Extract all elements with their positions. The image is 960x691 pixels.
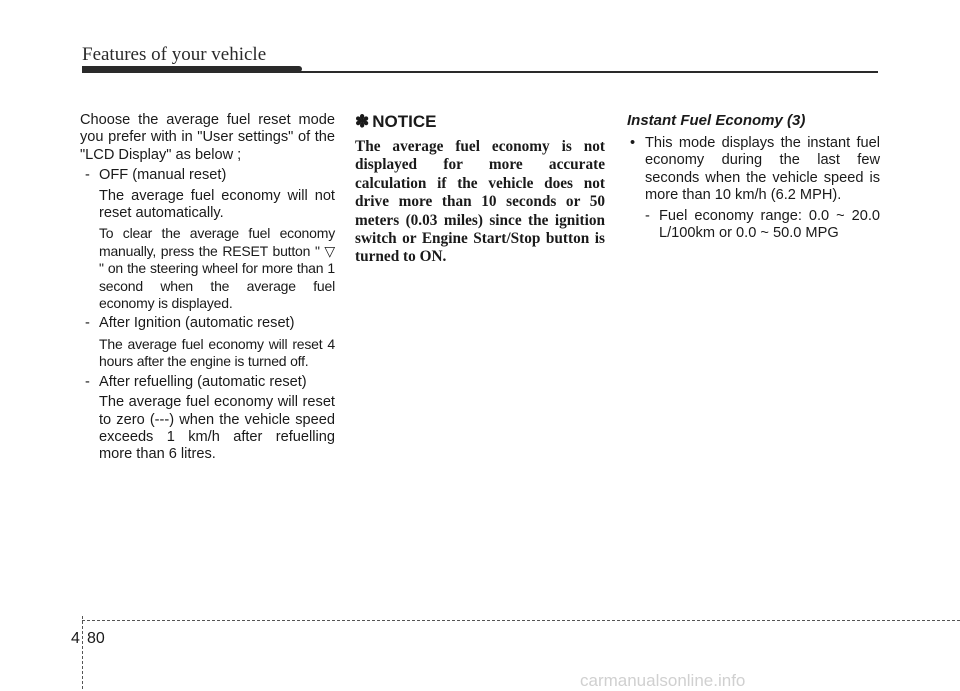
bullet-text: This mode displays the instant fuel economy during the last few seconds when the vehicle speed is more than 10 km/h (6.2 MPH). [645,135,880,204]
notice-star-icon: ✽ [355,112,370,131]
list-item-label: After Ignition (automatic reset) [99,315,295,332]
sub-item [645,208,880,243]
column-middle [355,112,605,267]
header-rule [82,71,878,73]
list-item-after-refuelling [85,374,335,391]
dash-marker: - [645,207,650,224]
page-header-title: Features of your vehicle [82,44,267,65]
item-description: To clear the average fuel economy manually, press the RESET button " ▽ " on the steering wheel for more than 1 second when the average fuel economy is displayed. [99,225,335,312]
notice-title: NOTICE [372,112,437,131]
list-item-after-ignition [85,315,335,332]
page-number: 80 [87,630,105,647]
dash-marker: - [85,167,90,184]
section-title: Instant Fuel Economy (3) [627,112,806,129]
footer-divider-horizontal [82,620,960,621]
item-description: The average fuel economy will reset 4 hours after the engine is turned off. [99,335,335,370]
watermark: carmanualsonline.info [580,671,746,690]
item-description: The average fuel economy will not reset automatically. [99,187,335,222]
column-right [627,112,880,242]
list-item-off [85,167,335,184]
footer-divider-vertical [82,616,83,689]
column-left [80,112,335,464]
sub-item-text: Fuel economy range: 0.0 ~ 20.0 L/100km or 0.0 ~ 50.0 MPG [659,207,880,242]
dash-marker: - [85,373,90,390]
notice-heading [355,112,605,132]
notice-body: The average fuel economy is not displayed for more accurate calculation if the vehicle does not drive more than 10 seconds or 50 meters (0.03 miles) since the ignition switch or Engine Start/Stop button is turned to ON. [355,138,605,266]
bullet-icon: • [630,135,636,151]
list-item-label: OFF (manual reset) [99,167,227,184]
dash-marker: - [85,315,90,332]
bullet-item [627,135,880,205]
item-description: The average fuel economy will reset to zero (---) when the vehicle speed exceeds 1 km/h after refuelling more than 6 litres. [99,394,335,463]
chapter-number: 4 [71,630,80,647]
list-item-label: After refuelling (automatic reset) [99,373,307,390]
intro-paragraph: Choose the average fuel reset mode you prefer with in "User settings" of the "LCD Display" as below ; [80,112,335,163]
